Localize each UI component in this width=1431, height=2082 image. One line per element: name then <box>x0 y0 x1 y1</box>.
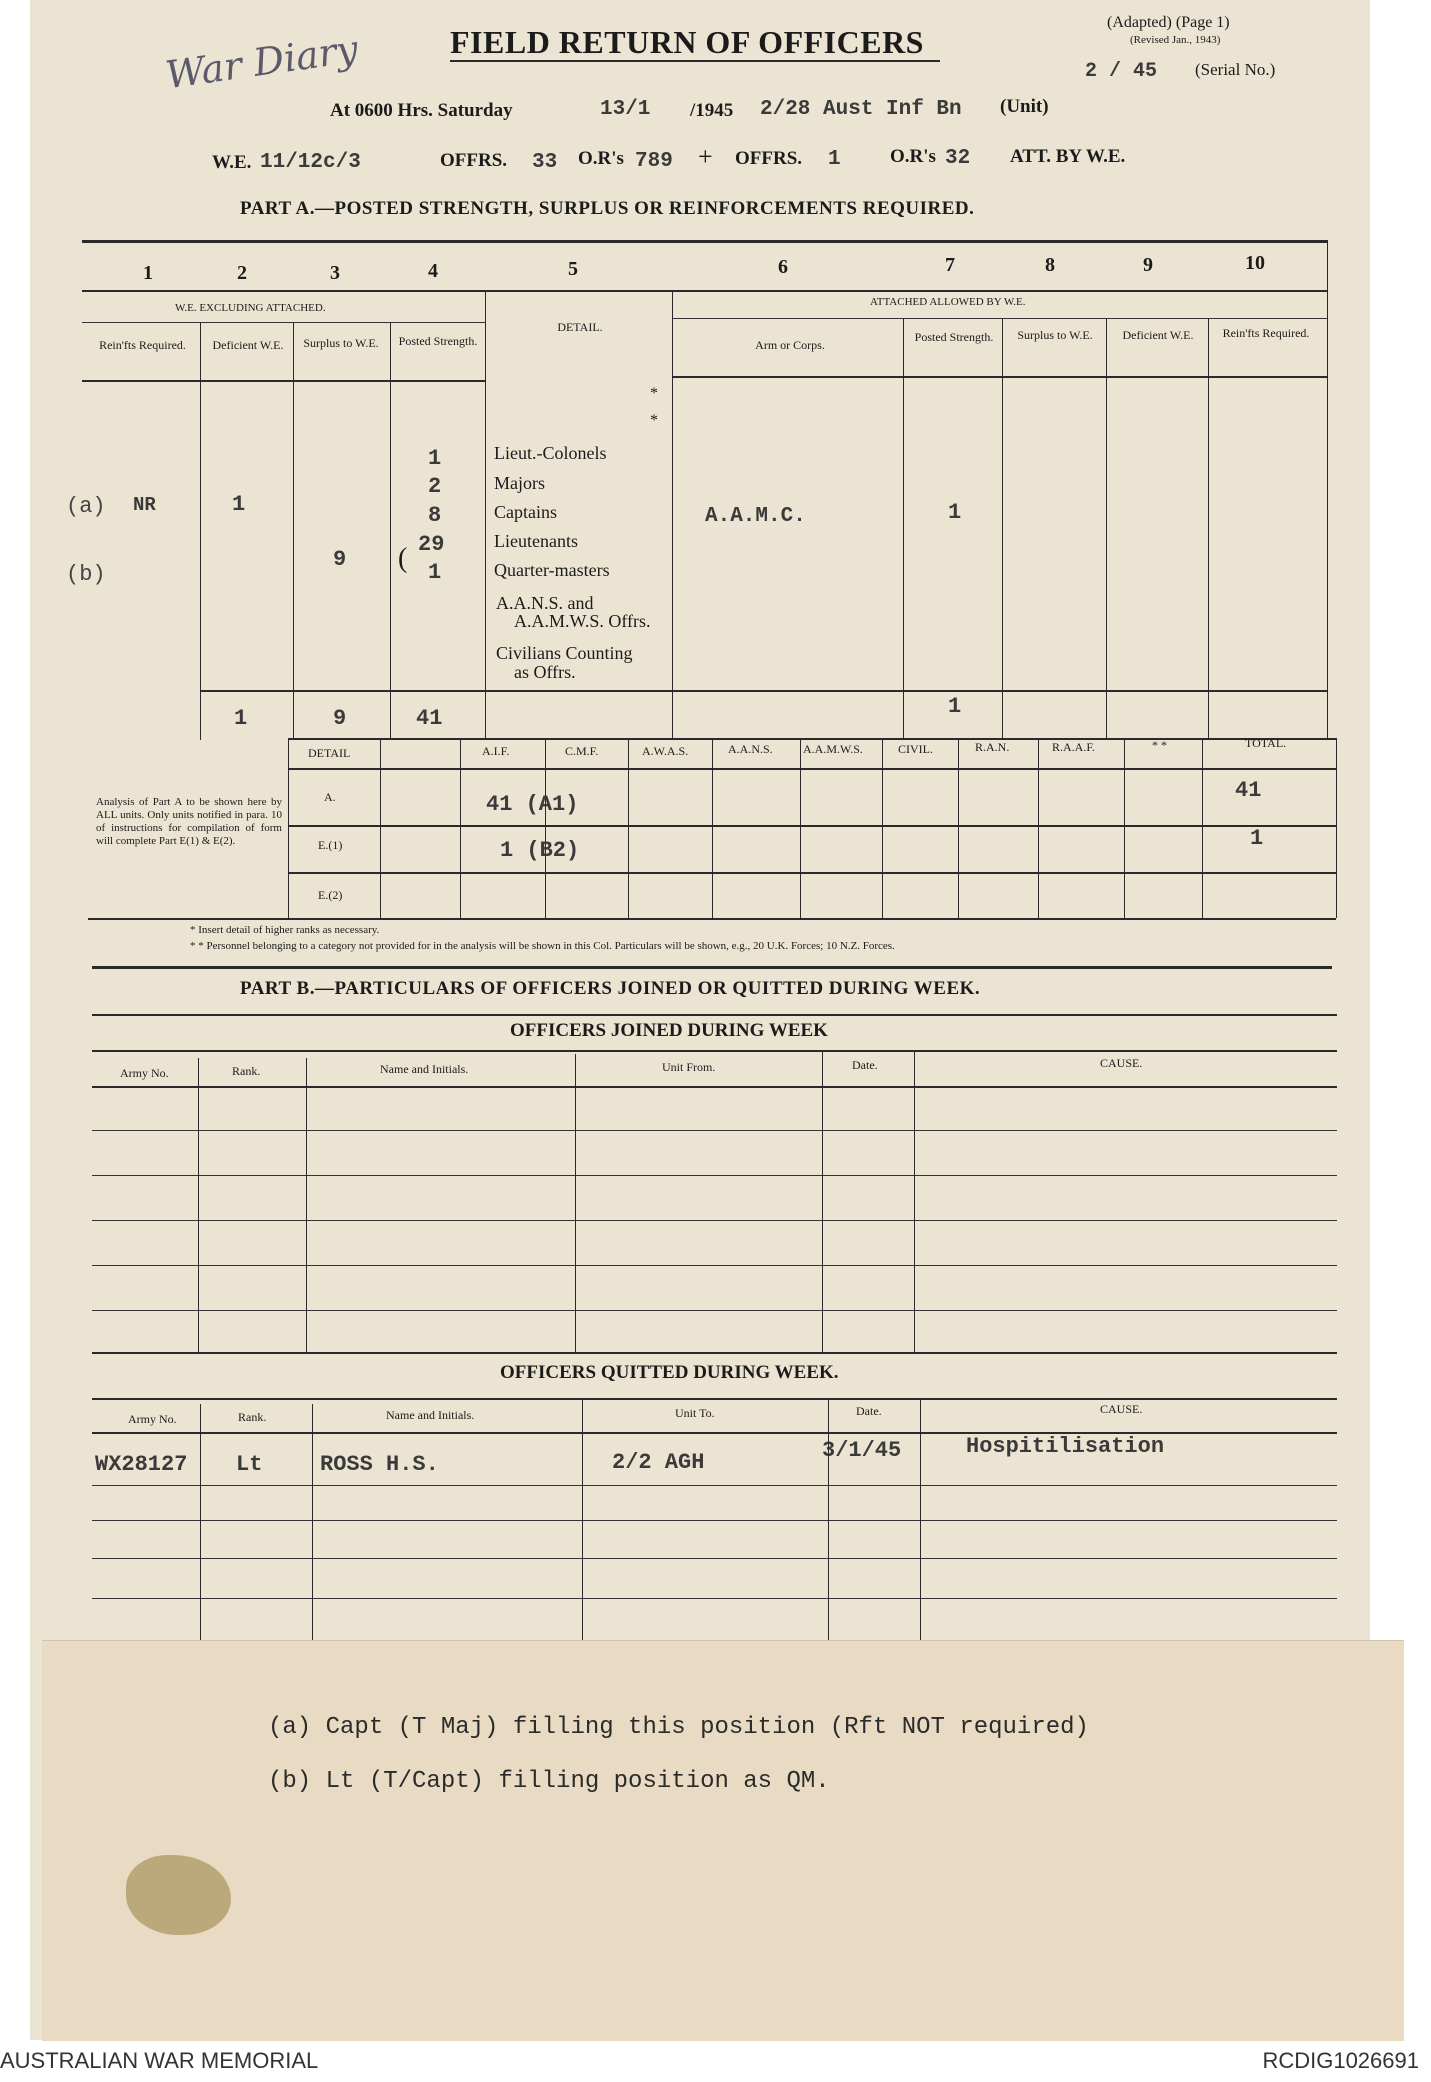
group-header-we: W.E. EXCLUDING ATTACHED. <box>175 302 326 314</box>
analysis-header: DETAIL <box>308 746 351 760</box>
offrs-label: OFFRS. <box>440 150 508 171</box>
analysis-header: A.I.F. <box>482 744 510 758</box>
col-number: 10 <box>1245 252 1265 274</box>
rank-label: Majors <box>494 473 545 493</box>
rank-label: Lieut.-Colonels <box>494 443 607 463</box>
ors-value: 789 <box>635 150 673 173</box>
rank-label: A.A.M.W.S. Offrs. <box>514 611 651 631</box>
analysis-header: A.A.M.W.S. <box>803 742 863 756</box>
header-reinfts-attached: Rein'fts Required. <box>1222 326 1310 340</box>
attached-note-slip <box>42 1640 1404 2041</box>
analysis-aif: 41 (A1) <box>486 792 579 817</box>
footer-archive-name: AUSTRALIAN WAR MEMORIAL <box>0 2048 319 2073</box>
unit-name: 2/28 Aust Inf Bn <box>760 98 962 121</box>
analysis-header: TOTAL. <box>1245 736 1287 750</box>
header-deficient: Deficient W.E. <box>212 338 284 352</box>
plus-sign: + <box>698 142 713 171</box>
analysis-header: R.A.N. <box>975 740 1010 754</box>
quitted-header: Unit To. <box>675 1406 715 1420</box>
part-a-title: PART A.—POSTED STRENGTH, SURPLUS OR REINFORCEMENTS REQUIRED. <box>240 198 975 219</box>
unit-label: (Unit) <box>1000 96 1049 117</box>
analysis-header: C.M.F. <box>565 744 599 758</box>
slip-note-b: (b) Lt (T/Capt) filling position as QM. <box>268 1768 830 1795</box>
quitted-header: Name and Initials. <box>386 1408 475 1422</box>
header-detail: DETAIL. <box>557 320 603 334</box>
arm-corps-value: A.A.M.C. <box>705 505 806 528</box>
analysis-total: 1 <box>1250 826 1264 851</box>
joined-header: Rank. <box>232 1064 261 1078</box>
ors2-value: 32 <box>945 147 971 170</box>
joined-header: Army No. <box>120 1066 169 1080</box>
quitted-date: 3/1/45 <box>822 1438 902 1463</box>
footer-catalogue-id: RCDIG1026691 <box>1262 2048 1419 2073</box>
analysis-detail: E.(1) <box>318 838 343 852</box>
ors-label: O.R's <box>578 148 624 169</box>
analysis-header: * * <box>1152 738 1167 752</box>
total-surplus: 9 <box>333 706 347 731</box>
joined-header: Unit From. <box>662 1060 716 1074</box>
at-label: At 0600 Hrs. Saturday <box>330 100 513 121</box>
joined-header: CAUSE. <box>1100 1056 1143 1070</box>
quitted-cause: Hospitilisation <box>966 1434 1165 1459</box>
posted-value: 8 <box>428 503 442 528</box>
footnote-1: * Insert detail of higher ranks as necessary. <box>190 924 380 936</box>
note-marker-b: (b) <box>66 562 106 587</box>
posted-value: 1 <box>428 446 442 471</box>
rank-label: as Offrs. <box>514 662 576 682</box>
header-surplus: Surplus to W.E. <box>303 336 379 350</box>
posted-value: 2 <box>428 474 442 499</box>
slip-note-a: (a) Capt (T Maj) filling this position (Rft NOT required) <box>268 1714 1089 1741</box>
posted-value: 1 <box>428 560 442 585</box>
col-number: 8 <box>1045 254 1055 276</box>
group-header-attached: ATTACHED ALLOWED BY W.E. <box>870 296 1026 308</box>
serial-number: 2 / 45 <box>1085 60 1158 83</box>
quitted-header: Rank. <box>238 1410 267 1424</box>
analysis-detail: E.(2) <box>318 888 343 902</box>
reinfts-value-a: NR <box>133 494 156 516</box>
return-date: 13/1 <box>600 98 651 121</box>
form-revision: (Revised Jan., 1943) <box>1130 34 1221 46</box>
rank-label: Civilians Counting <box>496 643 633 663</box>
header-reinfts: Rein'fts Required. <box>99 338 186 352</box>
analysis-header: R.A.A.F. <box>1052 740 1096 754</box>
analysis-detail: A. <box>324 790 336 804</box>
quitted-unit: 2/2 AGH <box>612 1450 705 1475</box>
analysis-aif: 1 (B2) <box>500 838 580 863</box>
ors2-label: O.R's <box>890 146 936 167</box>
rank-label: A.A.N.S. and <box>496 593 594 613</box>
analysis-total: 41 <box>1235 778 1262 803</box>
analysis-header: A.W.A.S. <box>642 744 689 758</box>
quitted-title: OFFICERS QUITTED DURING WEEK. <box>500 1362 839 1383</box>
part-b-title: PART B.—PARTICULARS OF OFFICERS JOINED OR QUITTED DURING WEEK. <box>240 978 981 999</box>
total-deficient: 1 <box>234 706 248 731</box>
col-number: 5 <box>568 258 578 280</box>
we-label: W.E. <box>212 152 252 173</box>
col-number: 3 <box>330 262 340 284</box>
footnote-2: * * Personnel belonging to a category not provided for in the analysis will be shown in this Col. Particulars will be shown, e.g., 20 U.K. Forces; 10 N.Z. Forces. <box>190 940 895 952</box>
asterisk: * <box>650 412 658 429</box>
rank-label: Quarter-masters <box>494 560 610 580</box>
header-arm-corps: Arm or Corps. <box>755 338 825 352</box>
analysis-note: Analysis of Part A to be shown here by ALL units. Only units notified in para. 10 of instructions for compilation of form will complete Part E(1) & E(2). <box>96 796 282 847</box>
col-number: 9 <box>1143 254 1153 276</box>
handwritten-note: War Diary <box>162 26 361 98</box>
we-value: 11/12c/3 <box>260 151 361 174</box>
col-number: 1 <box>143 262 153 284</box>
header-posted: Posted Strength. <box>398 334 478 348</box>
joined-header: Name and Initials. <box>380 1062 469 1076</box>
header-surplus-attached: Surplus to W.E. <box>1017 328 1093 342</box>
analysis-header: A.A.N.S. <box>728 742 773 756</box>
att-label: ATT. BY W.E. <box>1010 146 1126 167</box>
quitted-name: ROSS H.S. <box>320 1452 439 1477</box>
header-deficient-attached: Deficient W.E. <box>1122 328 1194 342</box>
quitted-header: Date. <box>856 1404 882 1418</box>
quitted-rank: Lt <box>236 1452 263 1477</box>
serial-label: (Serial No.) <box>1195 60 1276 79</box>
return-year: /1945 <box>690 100 734 121</box>
joined-header: Date. <box>852 1058 878 1072</box>
offrs2-label: OFFRS. <box>735 148 803 169</box>
asterisk: * <box>650 385 658 402</box>
surplus-value-b: 9 <box>333 547 347 572</box>
rank-label: Captains <box>494 502 557 522</box>
col-number: 6 <box>778 256 788 278</box>
quitted-header: CAUSE. <box>1100 1402 1143 1416</box>
form-reference: (Adapted) (Page 1) <box>1107 14 1230 31</box>
quitted-header: Army No. <box>128 1412 177 1426</box>
attached-posted-value: 1 <box>948 500 962 525</box>
posted-bracket: ( <box>398 543 408 574</box>
analysis-header: CIVIL. <box>898 742 933 756</box>
total-attached-posted: 1 <box>948 694 962 719</box>
col-number: 4 <box>428 260 438 282</box>
total-posted: 41 <box>416 706 443 731</box>
note-marker-a: (a) <box>66 494 106 519</box>
col-number: 2 <box>237 262 247 284</box>
deficient-value-a: 1 <box>232 492 246 517</box>
joined-title: OFFICERS JOINED DURING WEEK <box>510 1020 828 1041</box>
offrs2-value: 1 <box>828 148 841 171</box>
page-title: FIELD RETURN OF OFFICERS <box>450 24 924 60</box>
rank-label: Lieutenants <box>494 531 578 551</box>
col-number: 7 <box>945 254 955 276</box>
quitted-army-no: WX28127 <box>95 1452 188 1477</box>
posted-value: 29 <box>418 532 445 557</box>
header-posted-attached: Posted Strength. <box>914 330 994 344</box>
offrs-value: 33 <box>532 151 558 174</box>
